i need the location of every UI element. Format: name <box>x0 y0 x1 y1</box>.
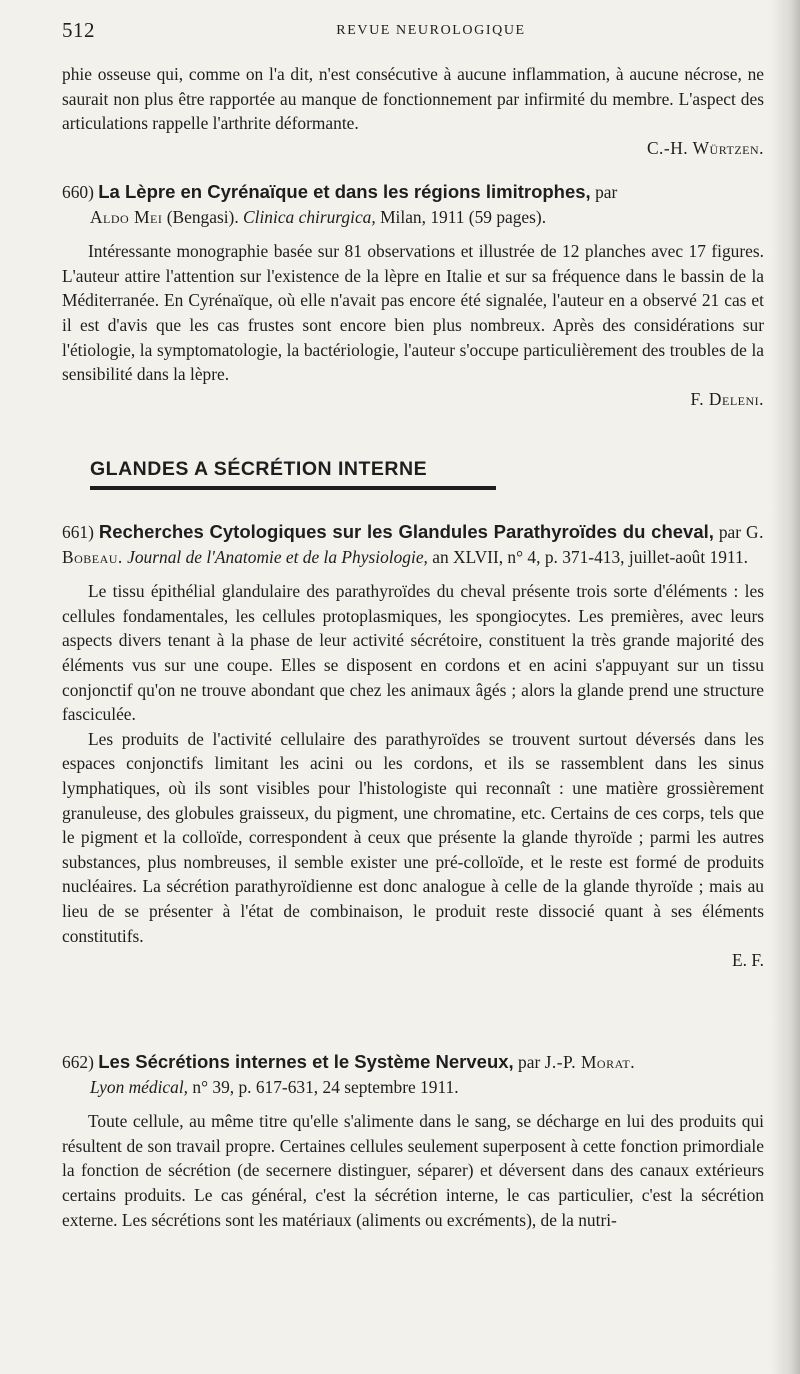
article-660-title: La Lèpre en Cyrénaïque et dans les régions limitrophes, <box>98 181 591 202</box>
article-660-author: Aldo Mei <box>90 206 163 227</box>
article-662-by: par <box>518 1052 541 1072</box>
article-661-heading <box>62 520 764 569</box>
intro-signature: C.-H. Würtzen. <box>646 137 764 158</box>
article-661 <box>62 520 764 973</box>
article-660-journal: Clinica chirurgica, <box>243 206 376 227</box>
article-661-author: G. Bobeau. <box>62 522 764 567</box>
article-662 <box>62 1050 764 1232</box>
article-660-signature: F. Deleni. <box>690 388 764 409</box>
intro-block <box>62 62 764 160</box>
article-662-author: J.-P. Morat. <box>544 1052 636 1072</box>
page-header <box>62 18 760 44</box>
article-660 <box>62 180 764 411</box>
article-660-details: Milan, 1911 (59 pages). <box>380 206 547 227</box>
article-662-title: Les Sécrétions internes et le Système Nerveux, <box>98 1051 514 1072</box>
article-662-journal: Lyon médical, <box>90 1076 189 1097</box>
article-660-body: Intéressante monographie basée sur 81 observations et illustrée de 12 planches avec 17 figures. L'auteur attire l'attention sur l'existence de la lèpre en Italie et sur sa fréquence dans le bassin de la Méditerranée. En Cyrénaïque, où elle n'avait pas encore été signalée, l'auteur en a observé 21 cas et il est d'avis que les cas frustes sont encore bien plus nombreux. Après des considérations sur l'étiologie, la symptomatologie, la bactériologie, l'auteur s'occupe particulièrement des troubles de la sensibilité dans la lèpre. <box>62 241 764 385</box>
article-662-number: 662) <box>62 1052 94 1072</box>
article-661-details: an XLVII, n° 4, p. 371-413, juillet-août 1911. <box>432 546 749 567</box>
section-heading: GLANDES A SÉCRÉTION INTERNE <box>90 458 496 490</box>
article-661-para2: Les produits de l'activité cellulaire des parathyroïdes se trouvent surtout déversés dans les espaces conjonctifs limitant les acini ou les cordons, et ils se rassemblent dans les sinus lymphatiques, où ils sont visibles pour l'histologiste qui reconnaît : une matière grossièrement granuleuse, des globules graisseux, du pigment, une chromatine, etc. Certains de ces corps, tels que le pigment et la colloïde, correspondent à ceux que présente la glande thyroïde ; parmi les autres substances, plus nombreuses, il semble exister une pré-colloïde, et le reste est formé de produits nucléaires. La sécrétion parathyroïdienne est donc analogue à celle de la glande thyroïde ; mais au lieu de se présenter à l'état de combinaison, le produit reste dissocié quant à ses éléments constitutifs. <box>62 728 764 946</box>
page-edge-shadow <box>770 0 800 1374</box>
page-number: 512 <box>62 18 95 42</box>
article-662-heading <box>62 1050 764 1099</box>
article-662-details: n° 39, p. 617-631, 24 septembre 1911. <box>192 1076 459 1097</box>
article-660-by: par <box>595 182 618 202</box>
article-661-para1: Le tissu épithélial glandulaire des parathyroïdes du cheval présente trois sorte d'éléments : les cellules fondamentales, les cellules protoplasmiques, les spongiocytes. Les premières, avec leurs aspects divers tenant à la phase de leur activité sécrétoire, constituent la très grande majorité des éléments vus sur une coupe. Elles se disposent en cordons et en acini s'appuyant sur un tissu conjonctif qu'on ne trouve abondant que chez les animaux âgés ; alors la glande prend une structure fasciculée. <box>62 581 764 725</box>
article-661-number: 661) <box>62 522 94 542</box>
article-661-by: par <box>718 522 742 542</box>
article-660-number: 660) <box>62 182 94 202</box>
article-660-heading <box>62 180 764 229</box>
article-660-location: (Bengasi). <box>166 206 239 227</box>
article-662-body: Toute cellule, au même titre qu'elle s'alimente dans le sang, se décharge en lui des produits qui résultent de son travail propre. Certaines cellules seulement superposent à cette fonction primordiale la fonction de sécrétion (de secernere distinguer, séparer) et déversent dans des canaux extérieurs certains produits. Le cas général, c'est la sécrétion interne, le cas particulier, c'est la sécrétion externe. Les sécrétions sont les matériaux (aliments ou excréments), de la nutri- <box>62 1111 764 1230</box>
running-title: REVUE NEUROLOGIQUE <box>336 23 526 38</box>
article-661-signature: E. F. <box>732 950 764 971</box>
article-661-title: Recherches Cytologiques sur les Glandules Parathyroïdes du cheval, <box>98 521 714 542</box>
article-661-journal: Journal de l'Anatomie et de la Physiologie, <box>127 546 428 567</box>
intro-text: phie osseuse qui, comme on l'a dit, n'est consécutive à aucune inflammation, à aucune nécrose, ne saurait non plus être rapportée au manque de fonctionnement par infirmité du membre. L'aspect des articulations rappelle l'arthrite déformante. <box>62 64 764 134</box>
